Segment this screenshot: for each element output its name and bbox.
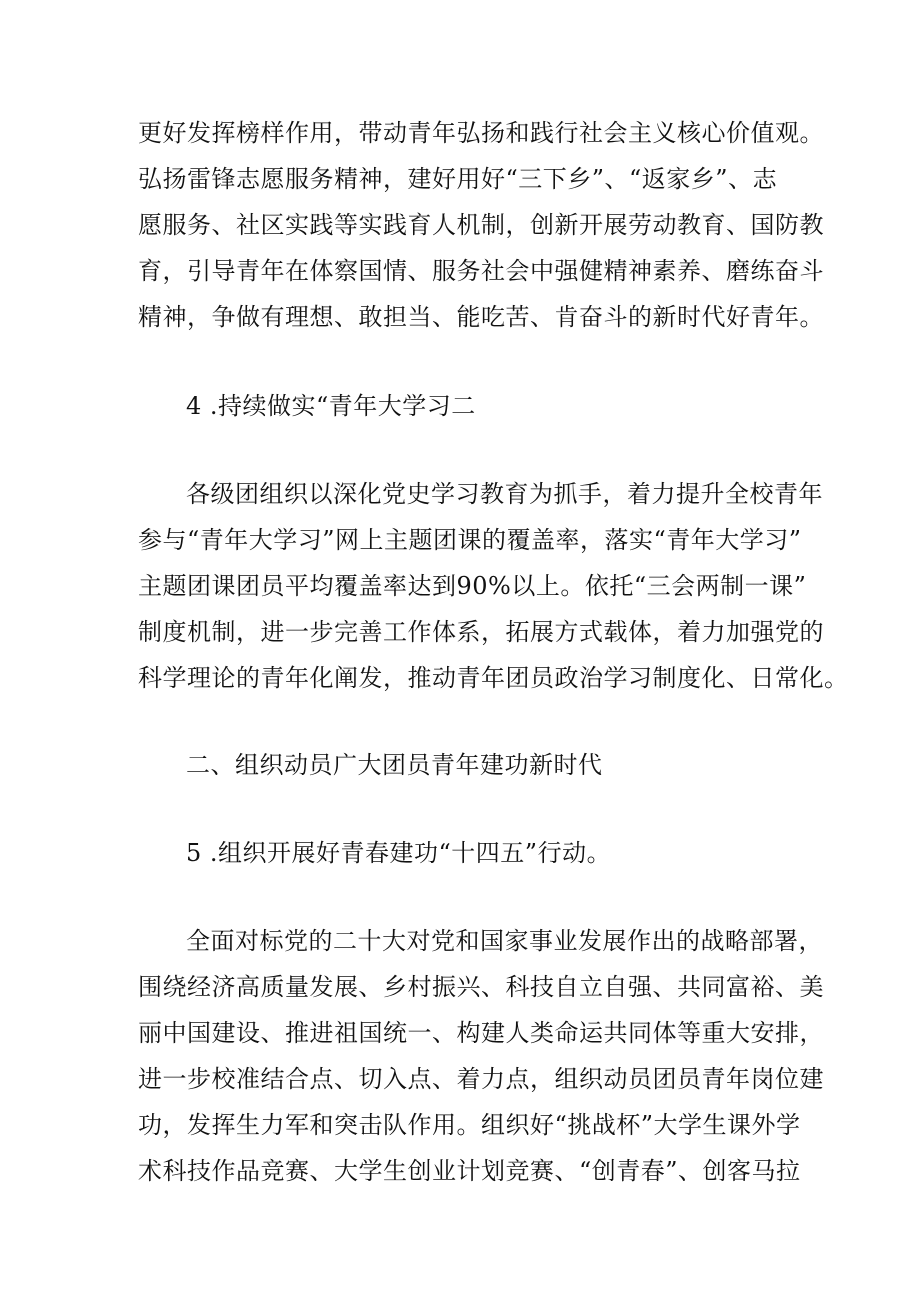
paragraph-line: 制度机制，进一步完善工作体系，拓展方式载体，着力加强党的 xyxy=(138,618,824,646)
section-heading: 5 .组织开展好青春建功“十四五”行动。 xyxy=(186,839,612,867)
paragraph-line: 更好发挥榜样作用，带动青年弘扬和践行社会主义核心价值观。 xyxy=(138,119,824,147)
chapter-heading: 二、组织动员广大团员青年建功新时代 xyxy=(186,751,603,779)
paragraph-line: 科学理论的青年化阐发，推动青年团员政治学习制度化、日常化。 xyxy=(138,664,849,692)
paragraph-line: 术科技作品竞赛、大学生创业计划竞赛、“创青春”、创客马拉 xyxy=(138,1157,801,1185)
paragraph-line: 围绕经济高质量发展、乡村振兴、科技自立自强、共同富裕、美 xyxy=(138,973,824,1001)
paragraph-line: 进一步校准结合点、切入点、着力点，组织动员团员青年岗位建 xyxy=(138,1065,824,1093)
paragraph-line: 主题团课团员平均覆盖率达到90%以上。依托“三会两制一课” xyxy=(138,572,807,600)
paragraph-line: 全面对标党的二十大对党和国家事业发展作出的战略部署， xyxy=(186,927,823,955)
paragraph-line: 弘扬雷锋志愿服务精神，建好用好“三下乡”、“返家乡”、志 xyxy=(138,165,778,193)
paragraph-line: 丽中国建设、推进祖国统一、构建人类命运共同体等重大安排， xyxy=(138,1019,824,1047)
paragraph-line: 育，引导青年在体察国情、服务社会中强健精神素养、磨练奋斗 xyxy=(138,257,824,285)
paragraph-line: 功，发挥生力军和突击队作用。组织好“挑战杯”大学生课外学 xyxy=(138,1111,801,1139)
paragraph-line: 愿服务、社区实践等实践育人机制，创新开展劳动教育、国防教 xyxy=(138,211,824,239)
paragraph-line: 精神，争做有理想、敢担当、能吃苦、肯奋斗的新时代好青年。 xyxy=(138,303,824,331)
paragraph-line: 各级团组织以深化党史学习教育为抓手，着力提升全校青年 xyxy=(186,480,823,508)
paragraph-line: 参与“青年大学习”网上主题团课的覆盖率，落实“青年大学习” xyxy=(138,526,802,554)
section-heading: 4 .持续做实“青年大学习二 xyxy=(186,392,476,420)
